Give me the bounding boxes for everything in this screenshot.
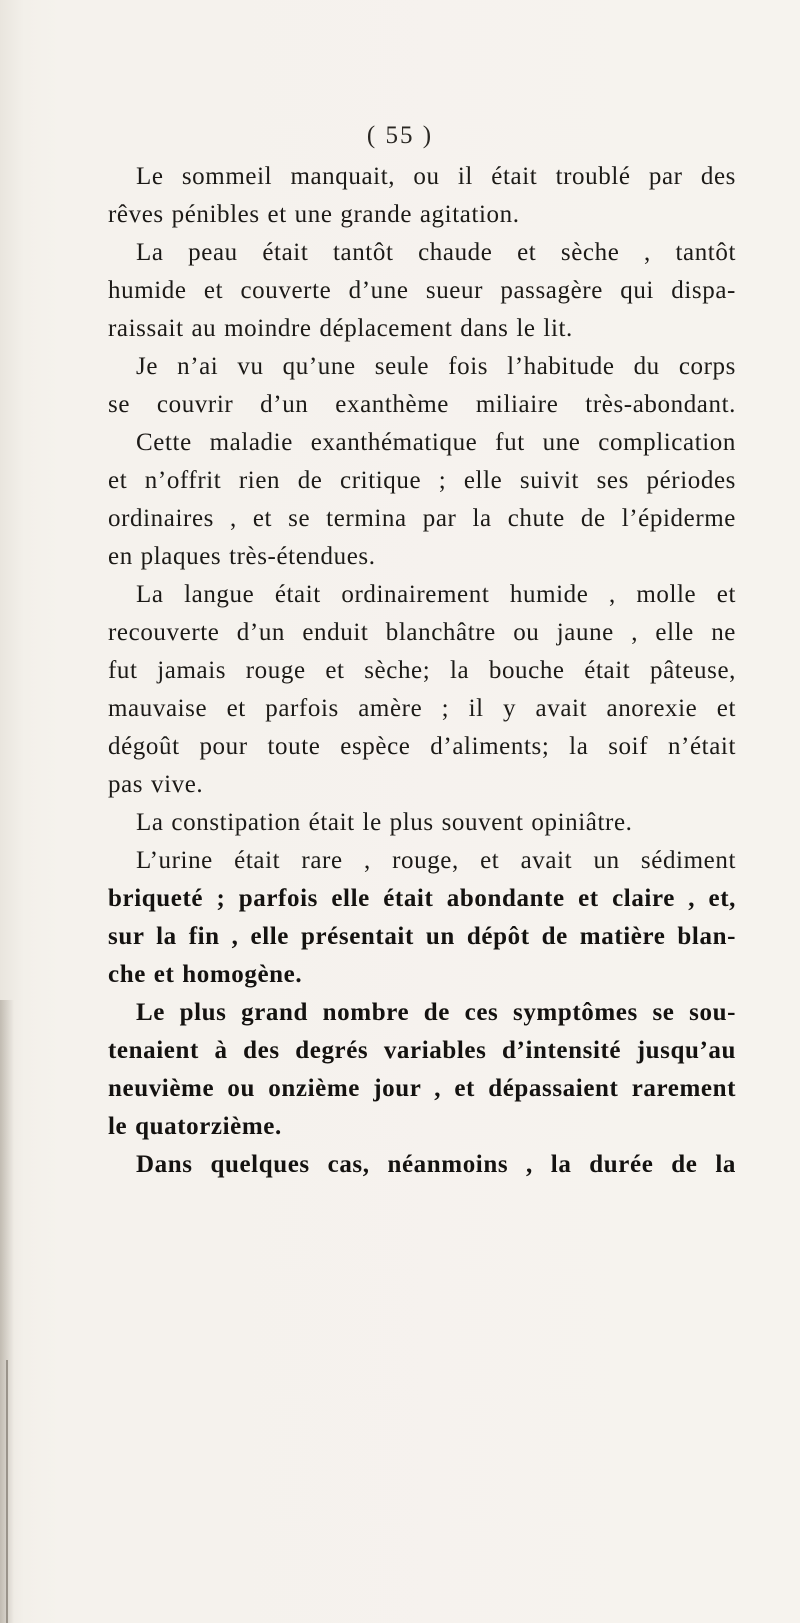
- page-number: ( 55 ): [366, 122, 434, 149]
- text-line: La langue était ordinairement humide , molle et: [136, 581, 736, 608]
- text-line: Dans quelques cas, néanmoins , la durée de la: [136, 1151, 736, 1178]
- text-line: L’urine était rare , rouge, et avait un sédiment: [136, 847, 736, 874]
- text-line: rêves pénibles et une grande agitation.: [108, 201, 520, 228]
- text-line: La peau était tantôt chaude et sèche , tantôt: [136, 239, 736, 266]
- text-line: Le sommeil manquait, ou il était troublé par des: [136, 163, 736, 190]
- body-text: [108, 158, 736, 1184]
- text-line: tenaient à des degrés variables d’intensité jusqu’au: [108, 1037, 736, 1064]
- text-line: raissait au moindre déplacement dans le lit.: [108, 315, 573, 342]
- gutter-edge: [6, 1360, 8, 1623]
- text-line: le quatorzième.: [108, 1113, 282, 1140]
- text-line: fut jamais rouge et sèche; la bouche était pâteuse,: [108, 657, 736, 684]
- text-line: recouverte d’un enduit blanchâtre ou jaune , elle ne: [108, 619, 736, 646]
- text-line: neuvième ou onzième jour , et dépassaient rarement: [108, 1075, 736, 1102]
- text-line: mauvaise et parfois amère ; il y avait anorexie et: [108, 695, 736, 722]
- text-line: en plaques très-étendues.: [108, 543, 376, 570]
- text-line: dégoût pour toute espèce d’aliments; la soif n’était: [108, 733, 736, 760]
- text-line: Je n’ai vu qu’une seule fois l’habitude du corps: [136, 353, 736, 380]
- text-line: che et homogène.: [108, 961, 303, 988]
- text-line: sur la fin , elle présentait un dépôt de matière blan-: [108, 923, 736, 950]
- text-line: La constipation était le plus souvent opiniâtre.: [136, 809, 633, 836]
- text-line: pas vive.: [108, 771, 204, 798]
- text-line: Le plus grand nombre de ces symptômes se sou-: [136, 999, 736, 1026]
- text-line: se couvrir d’un exanthème miliaire très-abondant.: [108, 391, 736, 418]
- text-line: humide et couverte d’une sueur passagère qui dispa-: [108, 277, 736, 304]
- text-line: briqueté ; parfois elle était abondante et claire , et,: [108, 885, 736, 912]
- text-line: ordinaires , et se termina par la chute de l’épiderme: [108, 505, 736, 532]
- text-line: Cette maladie exanthématique fut une complication: [136, 429, 736, 456]
- text-line: et n’offrit rien de critique ; elle suivit ses périodes: [108, 467, 736, 494]
